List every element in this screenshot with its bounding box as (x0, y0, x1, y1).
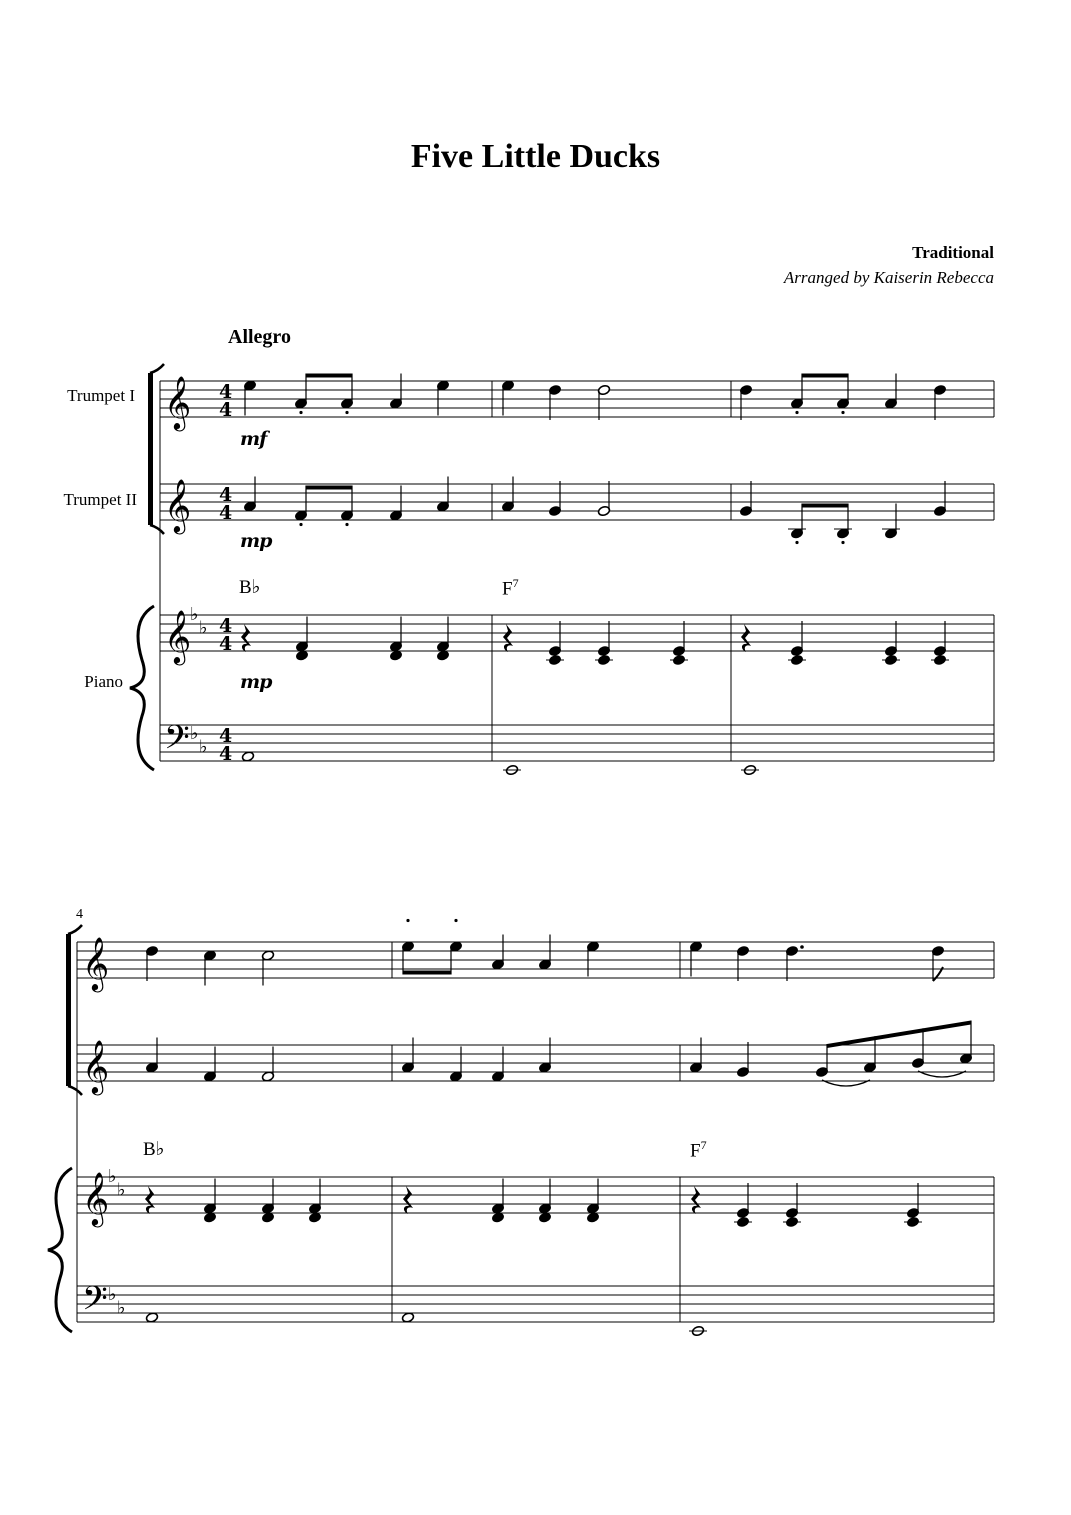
flat-icon: ♭ (199, 736, 208, 758)
quarter-rest (241, 624, 251, 652)
time-signature: 4 (219, 502, 233, 524)
beam (403, 971, 451, 975)
beam (802, 504, 848, 508)
staccato-dot (299, 523, 302, 526)
notehead (389, 650, 402, 661)
staccato-dot (841, 541, 844, 544)
time-signature: 4 (219, 725, 233, 747)
notehead (261, 1212, 274, 1223)
notehead (586, 1212, 599, 1223)
time-signature: 4 (219, 743, 233, 765)
flat-icon: ♭ (108, 1166, 117, 1187)
treble-clef-icon: 𝄞 (164, 478, 192, 532)
instrument-label-trumpet2: Trumpet II (63, 490, 137, 509)
flat-icon: ♭ (199, 617, 208, 639)
staccato-dot (454, 919, 457, 922)
treble-clef-icon: 𝄞 (82, 1171, 110, 1225)
beam (802, 374, 848, 378)
treble-clef-icon: 𝄞 (164, 609, 192, 663)
flat-icon: ♭ (190, 723, 199, 744)
brace (48, 1168, 72, 1332)
bracket (68, 1086, 82, 1095)
dynamic-trumpet2: mp (240, 530, 272, 552)
chord-symbol: $F^7$ (502, 576, 519, 600)
notehead (145, 1312, 158, 1323)
staccato-dot (841, 411, 844, 414)
flat-icon: ♭ (117, 1297, 126, 1319)
notehead (401, 1312, 414, 1323)
bracket (148, 373, 153, 525)
notehead (538, 1212, 551, 1223)
staccato-dot (795, 411, 798, 414)
quarter-rest (503, 624, 513, 652)
time-signature: 4 (219, 399, 233, 421)
dynamic-piano: mp (240, 671, 272, 693)
dynamic-trumpet1: mf (240, 428, 267, 450)
augmentation-dot (800, 945, 804, 949)
flat-icon: ♭ (117, 1179, 126, 1201)
notehead (308, 1212, 321, 1223)
bass-clef-icon: 𝄢 (164, 719, 190, 765)
beam (306, 374, 352, 378)
flat-icon: ♭ (190, 604, 199, 625)
brace (130, 606, 154, 770)
staccato-dot (345, 523, 348, 526)
score-title: Five Little Ducks (410, 138, 661, 175)
measure-number: 4 (76, 907, 83, 922)
composer: Traditional (912, 243, 994, 262)
chord-symbol: $F^7$ (690, 1138, 707, 1162)
bass-clef-icon: 𝄢 (82, 1280, 108, 1326)
beam (827, 1021, 971, 1049)
time-signature: 4 (219, 484, 233, 506)
quarter-rest (403, 1186, 413, 1214)
quarter-rest (691, 1186, 701, 1214)
instrument-label-piano: Piano (84, 672, 123, 691)
treble-clef-icon: 𝄞 (164, 375, 192, 429)
bracket (150, 525, 164, 534)
flat-icon: ♭ (108, 1284, 117, 1305)
notehead (203, 1212, 216, 1223)
staccato-dot (795, 541, 798, 544)
instrument-label-trumpet1: Trumpet I (67, 386, 135, 405)
notehead (436, 650, 449, 661)
treble-clef-icon: 𝄞 (82, 1039, 110, 1093)
time-signature: 4 (219, 615, 233, 637)
quarter-rest (741, 624, 751, 652)
notation-glyphs (48, 364, 994, 1337)
staccato-dot (299, 411, 302, 414)
quarter-rest (145, 1186, 155, 1214)
staccato-dot (406, 919, 409, 922)
beam (306, 486, 352, 490)
bracket (66, 934, 71, 1086)
time-signature: 4 (219, 633, 233, 655)
chord-symbol: B♭ (239, 577, 261, 598)
bracket (68, 925, 82, 934)
chord-symbol: B♭ (143, 1139, 165, 1160)
treble-clef-icon: 𝄞 (82, 936, 110, 990)
time-signature: 4 (219, 381, 233, 403)
notehead (241, 751, 254, 762)
notehead (491, 1212, 504, 1223)
staccato-dot (345, 411, 348, 414)
notehead (295, 650, 308, 661)
tempo-marking: Allegro (228, 326, 291, 348)
arranger: Arranged by Kaiserin Rebecca (783, 268, 994, 287)
bracket (150, 364, 164, 373)
